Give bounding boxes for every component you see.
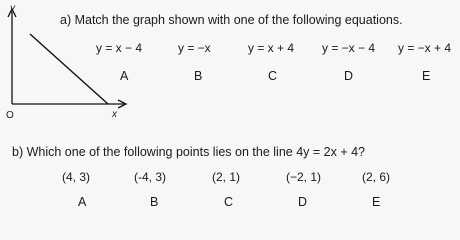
choice-letter-d: D — [344, 69, 354, 83]
y-axis-label: y — [10, 3, 15, 14]
equation-b: y = −x — [178, 41, 211, 55]
question-b: b) Which one of the following points lies on the line 4y = 2x + 4? — [12, 145, 365, 159]
x-axis-label: x — [112, 109, 117, 120]
point-b: (-4, 3) — [134, 170, 167, 184]
point-a: (4, 3) — [62, 170, 91, 184]
equation-d: y = −x − 4 — [322, 41, 376, 55]
origin-label: O — [6, 110, 14, 121]
point-letter-b: B — [150, 195, 159, 209]
choice-letter-a: A — [120, 69, 129, 83]
point-letter-e: E — [372, 195, 381, 209]
choice-letter-e: E — [422, 69, 431, 83]
point-letter-c: C — [224, 195, 234, 209]
point-d: (−2, 1) — [286, 170, 322, 184]
question-a: a) Match the graph shown with one of the following equations. — [60, 13, 403, 27]
point-e: (2, 6) — [362, 170, 391, 184]
choice-letter-b: B — [194, 69, 203, 83]
point-letter-d: D — [298, 195, 308, 209]
point-c: (2, 1) — [212, 170, 241, 184]
equation-c: y = x + 4 — [248, 41, 295, 55]
equation-e: y = −x + 4 — [398, 41, 452, 55]
equation-a: y = x − 4 — [96, 41, 143, 55]
point-letter-a: A — [78, 195, 87, 209]
choice-letter-c: C — [268, 69, 278, 83]
